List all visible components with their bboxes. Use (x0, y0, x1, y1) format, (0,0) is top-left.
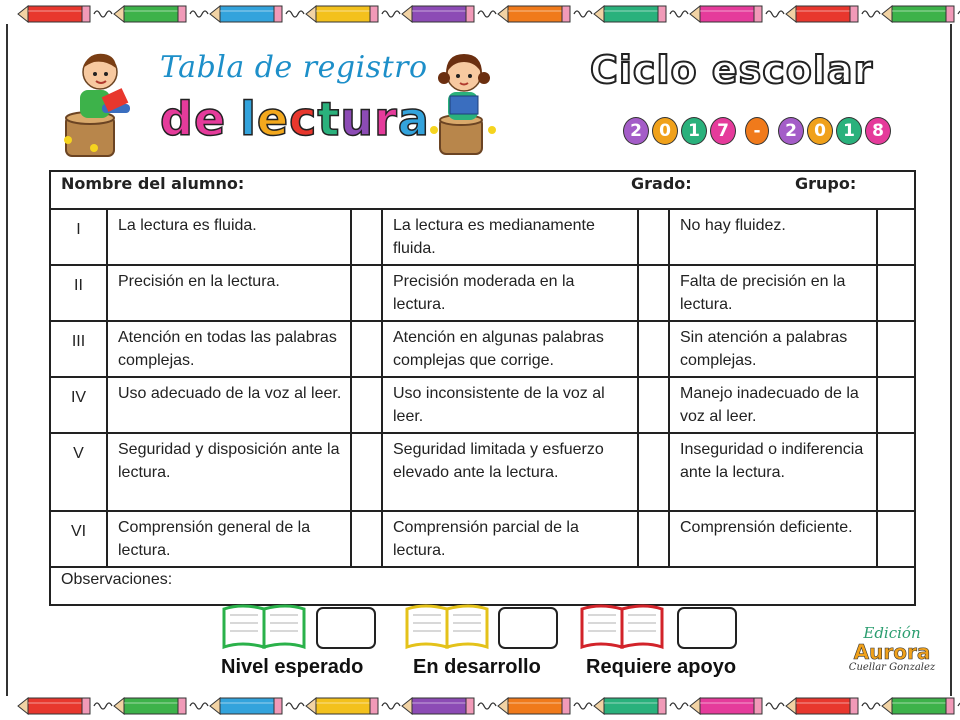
squiggle-icon (766, 703, 784, 709)
title-letter: l (240, 92, 257, 146)
pencil-icon (594, 6, 666, 22)
criterion-number: III (50, 321, 107, 377)
legend-label: Requiere apoyo (586, 656, 737, 678)
support-level-text: Falta de precisión en la lectura. (669, 265, 877, 321)
student-info-row (50, 171, 915, 209)
title-letter: e (193, 92, 227, 146)
squiggle-icon (862, 703, 880, 709)
developing-level-text: Comprensión parcial de la lectura. (382, 511, 638, 567)
pencil-icon (114, 6, 186, 22)
title-letter: u (340, 92, 375, 146)
girl-reading-icon (428, 46, 508, 158)
student-name-label: Nombre del alumno: (61, 174, 245, 193)
boy-reading-icon (58, 44, 148, 160)
squiggle-icon (670, 703, 688, 709)
developing-level-text: Seguridad limitada y esfuerzo elevado ante la lectura. (382, 433, 638, 511)
squiggle-icon (478, 11, 496, 17)
developing-level-text: Atención en algunas palabras complejas que corrige. (382, 321, 638, 377)
rubric-row (50, 377, 915, 433)
support-check-box[interactable] (877, 321, 915, 377)
criterion-number: II (50, 265, 107, 321)
pencil-icon (18, 698, 90, 714)
support-check-box[interactable] (877, 511, 915, 567)
pencil-icon (18, 6, 90, 22)
squiggle-icon (574, 703, 592, 709)
year-digit: 8 (865, 117, 891, 145)
legend-check-box[interactable] (677, 607, 737, 649)
publisher-logo (842, 624, 942, 673)
expected-check-box[interactable] (351, 433, 382, 511)
expected-check-box[interactable] (351, 265, 382, 321)
support-check-box[interactable] (877, 209, 915, 265)
pencil-icon (786, 6, 858, 22)
expected-level-text: Seguridad y disposición ante la lectura. (107, 433, 351, 511)
support-level-text: Inseguridad o indiferencia ante la lectura. (669, 433, 877, 511)
squiggle-icon (286, 703, 304, 709)
pencil-border-bottom (0, 692, 960, 720)
student-info-cell[interactable] (50, 171, 915, 209)
pencil-icon (114, 698, 186, 714)
squiggle-icon (190, 703, 208, 709)
support-check-box[interactable] (877, 433, 915, 511)
frame-left (6, 24, 8, 696)
title-letter: c (289, 92, 318, 146)
legend-label: En desarrollo (413, 656, 541, 678)
developing-level-text: Precisión moderada en la lectura. (382, 265, 638, 321)
observations-field[interactable] (50, 567, 915, 605)
title-letter: t (317, 92, 341, 146)
expected-level-text: La lectura es fluida. (107, 209, 351, 265)
title-letter: e (256, 92, 290, 146)
year-digit: 2 (778, 117, 804, 145)
expected-level-text: Atención en todas las palabras complejas. (107, 321, 351, 377)
developing-check-box[interactable] (638, 209, 669, 265)
pencil-icon (498, 6, 570, 22)
year-digit: 7 (710, 117, 736, 145)
pencil-icon (690, 6, 762, 22)
pencil-icon (402, 6, 474, 22)
expected-level-text: Precisión en la lectura. (107, 265, 351, 321)
open-book-icon (220, 601, 308, 651)
year-dash: - (745, 117, 769, 145)
developing-level-text: Uso inconsistente de la voz al leer. (382, 377, 638, 433)
year-digit: 0 (807, 117, 833, 145)
pencil-border-top (0, 0, 960, 28)
year-digit: 2 (623, 117, 649, 145)
observations-row (50, 567, 915, 605)
support-level-text: Manejo inadecuado de la voz al leer. (669, 377, 877, 433)
criterion-number: VI (50, 511, 107, 567)
support-check-box[interactable] (877, 377, 915, 433)
developing-check-box[interactable] (638, 265, 669, 321)
expected-check-box[interactable] (351, 511, 382, 567)
squiggle-icon (670, 11, 688, 17)
squiggle-icon (766, 11, 784, 17)
title-line-1: Tabla de registro (160, 50, 428, 85)
developing-check-box[interactable] (638, 511, 669, 567)
expected-check-box[interactable] (351, 377, 382, 433)
pencil-icon (498, 698, 570, 714)
criterion-number: I (50, 209, 107, 265)
brand-line-3: Cuellar Gonzalez (848, 662, 936, 673)
observations-label: Observaciones: (61, 571, 173, 588)
pencil-icon (210, 698, 282, 714)
criterion-number: IV (50, 377, 107, 433)
frame-right (950, 24, 952, 696)
expected-level-text: Uso adecuado de la voz al leer. (107, 377, 351, 433)
squiggle-icon (862, 11, 880, 17)
squiggle-icon (382, 703, 400, 709)
reading-rubric-table (49, 170, 916, 606)
pencil-icon (690, 698, 762, 714)
legend-label: Nivel esperado (221, 656, 364, 678)
pencil-icon (594, 698, 666, 714)
rubric-row (50, 511, 915, 567)
rubric-row (50, 433, 915, 511)
title-letter: d (160, 92, 194, 146)
title-letter: r (374, 92, 398, 146)
support-check-box[interactable] (877, 265, 915, 321)
developing-level-text: La lectura es medianamente fluida. (382, 209, 638, 265)
developing-check-box[interactable] (638, 377, 669, 433)
pencil-icon (402, 698, 474, 714)
cycle-label: Ciclo escolar (590, 48, 874, 92)
support-level-text: Comprensión deficiente. (669, 511, 877, 567)
pencil-icon (210, 6, 282, 22)
brand-line-2: Aurora (853, 640, 931, 664)
open-book-icon (578, 601, 666, 651)
developing-check-box[interactable] (638, 433, 669, 511)
squiggle-icon (94, 703, 112, 709)
year-digit: 1 (681, 117, 707, 145)
pencil-icon (786, 698, 858, 714)
squiggle-icon (94, 11, 112, 17)
pencil-icon (306, 6, 378, 22)
squiggle-icon (478, 703, 496, 709)
expected-level-text: Comprensión general de la lectura. (107, 511, 351, 567)
brand-line-1: Edición (863, 624, 921, 642)
title-line-2 (160, 92, 430, 146)
criterion-number: V (50, 433, 107, 511)
title-letter: a (397, 92, 430, 146)
grade-label: Grado: (631, 174, 692, 193)
year-digit: 1 (836, 117, 862, 145)
support-level-text: No hay fluidez. (669, 209, 877, 265)
group-label: Grupo: (795, 174, 857, 193)
legend-check-box[interactable] (498, 607, 558, 649)
squiggle-icon (286, 11, 304, 17)
expected-check-box[interactable] (351, 321, 382, 377)
pencil-icon (882, 698, 954, 714)
rubric-row (50, 265, 915, 321)
pencil-icon (882, 6, 954, 22)
squiggle-icon (382, 11, 400, 17)
pencil-icon (306, 698, 378, 714)
support-level-text: Sin atención a palabras complejas. (669, 321, 877, 377)
expected-check-box[interactable] (351, 209, 382, 265)
squiggle-icon (190, 11, 208, 17)
developing-check-box[interactable] (638, 321, 669, 377)
legend-check-box[interactable] (316, 607, 376, 649)
squiggle-icon (574, 11, 592, 17)
year-digit: 0 (652, 117, 678, 145)
rubric-row (50, 321, 915, 377)
school-year (623, 117, 891, 145)
rubric-row (50, 209, 915, 265)
open-book-icon (403, 601, 491, 651)
